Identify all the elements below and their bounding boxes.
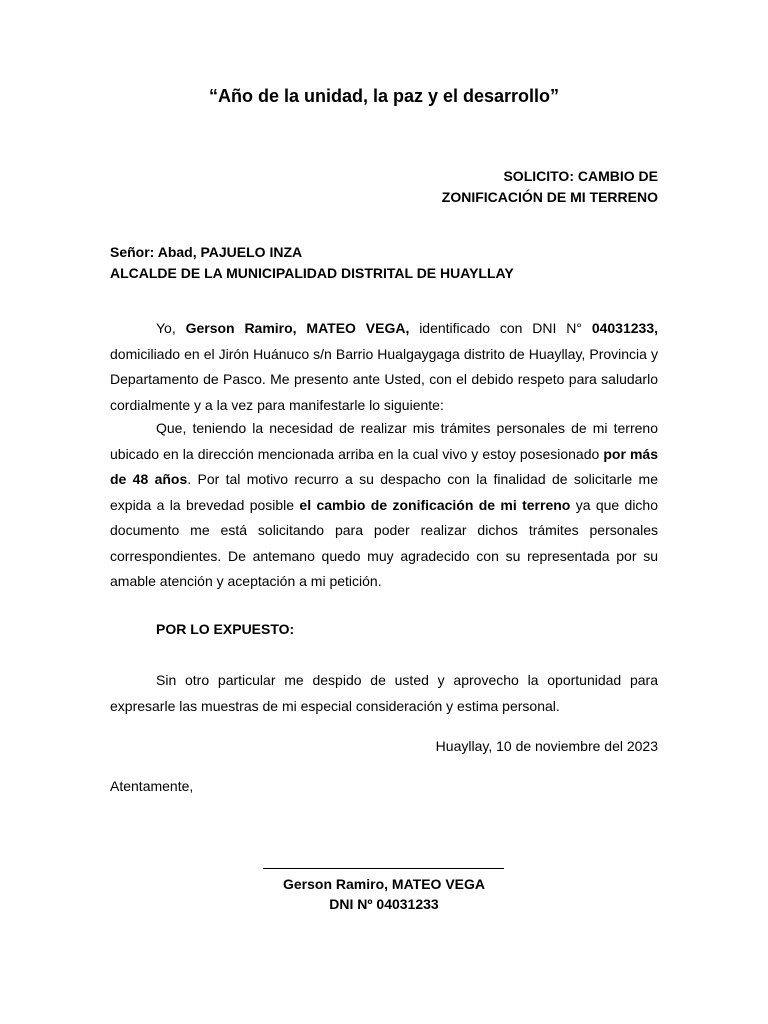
signature-name: Gerson Ramiro, MATEO VEGA (283, 876, 485, 892)
document-date: Huayllay, 10 de noviembre del 2023 (435, 738, 658, 754)
applicant-name: Gerson Ramiro, MATEO VEGA, (185, 320, 410, 336)
closing-salutation: Atentamente, (110, 778, 194, 794)
addressee-block (110, 242, 514, 284)
addressee-name: Señor: Abad, PAJUELO INZA (110, 244, 303, 260)
request-subject (442, 166, 658, 208)
request-text-1: Que, teniendo la necesidad de realizar mis trámites personales de mi terreno ubicado en la dirección mencionada arriba en la cual vivo y estoy posesionado (110, 420, 658, 462)
request-text-2: . Por tal motivo recurro a su despacho con la finalidad de solicitarle me expida a la brevedad posible (110, 471, 658, 513)
signature-dni: DNI Nº 04031233 (329, 896, 439, 912)
signature-block (0, 874, 768, 914)
document-heading: “Año de la unidad, la paz y el desarrollo” (208, 86, 560, 106)
request-bold-years: por más de 48 años (110, 445, 658, 487)
paragraph-farewell: Sin otro particular me despido de usted y aprovecho la oportunidad para expresarle las muestras de mi especial consideración y estima personal. (110, 672, 658, 714)
request-bold-zoning: el cambio de zonificación de mi terreno (299, 496, 571, 513)
request-subject-line2: ZONIFICACIÓN DE MI TERRENO (441, 189, 658, 205)
intro-text-1: Yo, (156, 320, 186, 336)
paragraph-introduction (110, 316, 658, 418)
intro-text-2: identificado con DNI N° (409, 320, 592, 336)
paragraph-request (110, 416, 658, 595)
request-text-3: ya que dicho documento me está solicitando para poder realizar dichos trámites personales correspondientes. De antemano quedo muy agradecido con su representada por su amable atención y aceptación a mi petición. (110, 496, 658, 589)
addressee-title: ALCALDE DE LA MUNICIPALIDAD DISTRITAL DE HUAYLLAY (110, 265, 514, 281)
por-lo-expuesto-heading: POR LO EXPUESTO: (156, 621, 295, 637)
request-subject-line1: SOLICITO: CAMBIO DE (503, 168, 658, 184)
signature-line (263, 868, 504, 869)
applicant-dni: 04031233, (591, 320, 658, 336)
intro-text-3: domiciliado en el Jirón Huánuco s/n Barrio Hualgaygaga distrito de Huayllay, Provincia y Departamento de Pasco. Me presento ante Usted, con el debido respeto para saludarlo cordialmente y a la vez para manifestarle lo siguiente: (110, 345, 658, 413)
